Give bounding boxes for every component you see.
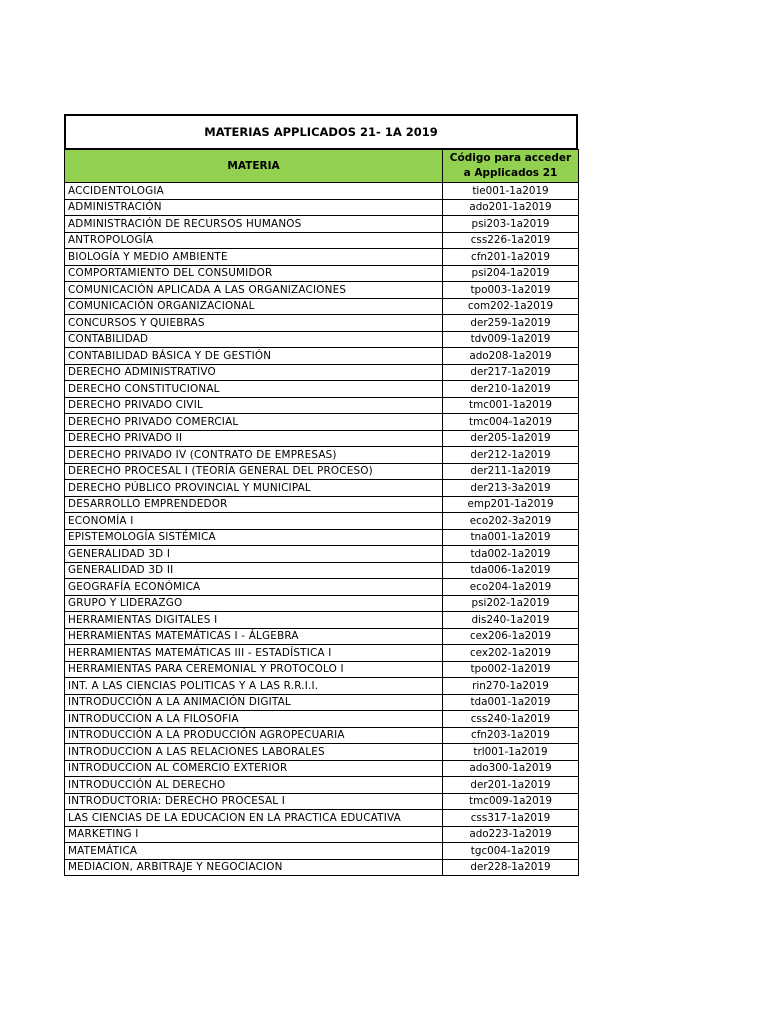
access-code-cell: tda001-1a2019: [443, 694, 579, 711]
access-code-cell: tpo002-1a2019: [443, 661, 579, 678]
subject-cell: DERECHO PÚBLICO PROVINCIAL Y MUNICIPAL: [65, 480, 443, 497]
table-row: [65, 216, 579, 233]
subject-cell: INTRODUCCIÓN A LA PRODUCCIÓN AGROPECUARIA: [65, 727, 443, 744]
subject-cell: INTRODUCCION A LA FILOSOFIA: [65, 711, 443, 728]
column-header-code: Código para acceder a Applicados 21: [443, 150, 579, 183]
subject-cell: CONCURSOS Y QUIEBRAS: [65, 315, 443, 332]
access-code-cell: cfn203-1a2019: [443, 727, 579, 744]
table-row: [65, 364, 579, 381]
subject-cell: CONTABILIDAD BÁSICA Y DE GESTIÓN: [65, 348, 443, 365]
subject-cell: HERRAMIENTAS MATEMÁTICAS III - ESTADÍSTICA I: [65, 645, 443, 662]
subject-cell: DERECHO PRIVADO COMERCIAL: [65, 414, 443, 431]
table-row: [65, 661, 579, 678]
access-code-cell: cfn201-1a2019: [443, 249, 579, 266]
table-row: [65, 859, 579, 876]
access-code-cell: ado208-1a2019: [443, 348, 579, 365]
access-code-cell: der211-1a2019: [443, 463, 579, 480]
table-row: [65, 727, 579, 744]
access-code-cell: ado300-1a2019: [443, 760, 579, 777]
sheet-title: MATERIAS APPLICADOS 21- 1A 2019: [64, 114, 578, 149]
subject-cell: GENERALIDAD 3D I: [65, 546, 443, 563]
table-row: [65, 744, 579, 761]
subject-cell: EPISTEMOLOGÍA SISTÉMICA: [65, 529, 443, 546]
access-code-cell: css226-1a2019: [443, 232, 579, 249]
access-code-cell: der259-1a2019: [443, 315, 579, 332]
subject-cell: COMUNICACIÓN ORGANIZACIONAL: [65, 298, 443, 315]
access-code-cell: tmc004-1a2019: [443, 414, 579, 431]
table-row: [65, 183, 579, 200]
table-body: [65, 183, 579, 876]
table-row: [65, 793, 579, 810]
table-row: [65, 529, 579, 546]
subject-cell: ECONOMÍA I: [65, 513, 443, 530]
subject-cell: CONTABILIDAD: [65, 331, 443, 348]
access-code-cell: tna001-1a2019: [443, 529, 579, 546]
access-code-cell: der212-1a2019: [443, 447, 579, 464]
table-row: [65, 331, 579, 348]
subject-cell: MARKETING I: [65, 826, 443, 843]
subject-cell: GRUPO Y LIDERAZGO: [65, 595, 443, 612]
access-code-cell: der217-1a2019: [443, 364, 579, 381]
column-header-subject: MATERIA: [65, 150, 443, 183]
subject-cell: DERECHO PRIVADO II: [65, 430, 443, 447]
access-code-cell: eco202-3a2019: [443, 513, 579, 530]
access-code-cell: der205-1a2019: [443, 430, 579, 447]
subject-cell: MEDIACION, ARBITRAJE Y NEGOCIACION: [65, 859, 443, 876]
access-code-cell: tdv009-1a2019: [443, 331, 579, 348]
table-row: [65, 414, 579, 431]
subject-cell: ADMINISTRACIÓN DE RECURSOS HUMANOS: [65, 216, 443, 233]
access-code-cell: tie001-1a2019: [443, 183, 579, 200]
table-row: [65, 579, 579, 596]
subject-cell: HERRAMIENTAS DIGITALES I: [65, 612, 443, 629]
table-row: [65, 826, 579, 843]
subject-cell: GEOGRAFÍA ECONÓMICA: [65, 579, 443, 596]
access-code-cell: emp201-1a2019: [443, 496, 579, 513]
access-code-cell: psi204-1a2019: [443, 265, 579, 282]
access-code-cell: com202-1a2019: [443, 298, 579, 315]
access-code-cell: tmc009-1a2019: [443, 793, 579, 810]
table-row: [65, 513, 579, 530]
table-row: [65, 265, 579, 282]
table-row: [65, 595, 579, 612]
access-code-cell: tda006-1a2019: [443, 562, 579, 579]
access-code-cell: tmc001-1a2019: [443, 397, 579, 414]
table-row: [65, 711, 579, 728]
access-code-cell: cex206-1a2019: [443, 628, 579, 645]
table-row: [65, 282, 579, 299]
table-row: [65, 496, 579, 513]
access-code-cell: psi202-1a2019: [443, 595, 579, 612]
subject-cell: ACCIDENTOLOGIA: [65, 183, 443, 200]
access-code-cell: der210-1a2019: [443, 381, 579, 398]
subject-cell: DERECHO PRIVADO IV (CONTRATO DE EMPRESAS): [65, 447, 443, 464]
subject-cell: GENERALIDAD 3D II: [65, 562, 443, 579]
access-code-cell: cex202-1a2019: [443, 645, 579, 662]
table-row: [65, 381, 579, 398]
access-code-cell: der213-3a2019: [443, 480, 579, 497]
subjects-sheet: [64, 114, 578, 876]
table-row: [65, 562, 579, 579]
table-row: [65, 397, 579, 414]
table-row: [65, 546, 579, 563]
table-row: [65, 760, 579, 777]
access-code-cell: ado223-1a2019: [443, 826, 579, 843]
subject-cell: COMPORTAMIENTO DEL CONSUMIDOR: [65, 265, 443, 282]
table-row: [65, 694, 579, 711]
subject-cell: INTRODUCCIÓN A LA ANIMACIÓN DIGITAL: [65, 694, 443, 711]
access-code-cell: der228-1a2019: [443, 859, 579, 876]
access-code-cell: eco204-1a2019: [443, 579, 579, 596]
table-row: [65, 232, 579, 249]
access-code-cell: tpo003-1a2019: [443, 282, 579, 299]
access-code-cell: dis240-1a2019: [443, 612, 579, 629]
table-row: [65, 430, 579, 447]
subject-cell: INTRODUCTORIA: DERECHO PROCESAL I: [65, 793, 443, 810]
subject-cell: BIOLOGÍA Y MEDIO AMBIENTE: [65, 249, 443, 266]
table-row: [65, 645, 579, 662]
access-code-cell: rin270-1a2019: [443, 678, 579, 695]
subject-cell: HERRAMIENTAS MATEMÁTICAS I - ÁLGEBRA: [65, 628, 443, 645]
subject-cell: LAS CIENCIAS DE LA EDUCACION EN LA PRACTICA EDUCATIVA: [65, 810, 443, 827]
table-row: [65, 678, 579, 695]
access-code-cell: trl001-1a2019: [443, 744, 579, 761]
subject-cell: INTRODUCCION AL COMERCIO EXTERIOR: [65, 760, 443, 777]
table-row: [65, 348, 579, 365]
subject-cell: DERECHO PRIVADO CIVIL: [65, 397, 443, 414]
subject-cell: INTRODUCCION A LAS RELACIONES LABORALES: [65, 744, 443, 761]
subject-cell: ADMINISTRACIÓN: [65, 199, 443, 216]
table-header-row: [65, 150, 579, 183]
table-row: [65, 480, 579, 497]
subject-cell: INTRODUCCIÓN AL DERECHO: [65, 777, 443, 794]
table-row: [65, 298, 579, 315]
subject-cell: INT. A LAS CIENCIAS POLITICAS Y A LAS R.R.I.I.: [65, 678, 443, 695]
table-row: [65, 315, 579, 332]
table-row: [65, 447, 579, 464]
subject-cell: HERRAMIENTAS PARA CEREMONIAL Y PROTOCOLO I: [65, 661, 443, 678]
table-row: [65, 843, 579, 860]
table-row: [65, 810, 579, 827]
table-row: [65, 199, 579, 216]
subject-cell: DERECHO ADMINISTRATIVO: [65, 364, 443, 381]
subject-cell: DESARROLLO EMPRENDEDOR: [65, 496, 443, 513]
access-code-cell: der201-1a2019: [443, 777, 579, 794]
subject-cell: DERECHO CONSTITUCIONAL: [65, 381, 443, 398]
access-code-cell: tda002-1a2019: [443, 546, 579, 563]
table-row: [65, 463, 579, 480]
table-row: [65, 612, 579, 629]
access-code-cell: css240-1a2019: [443, 711, 579, 728]
access-code-cell: ado201-1a2019: [443, 199, 579, 216]
table-row: [65, 249, 579, 266]
access-code-cell: psi203-1a2019: [443, 216, 579, 233]
subject-cell: ANTROPOLOGÍA: [65, 232, 443, 249]
subject-cell: COMUNICACIÓN APLICADA A LAS ORGANIZACIONES: [65, 282, 443, 299]
table-row: [65, 777, 579, 794]
subject-cell: DERECHO PROCESAL I (TEORÍA GENERAL DEL PROCESO): [65, 463, 443, 480]
access-code-cell: css317-1a2019: [443, 810, 579, 827]
subject-cell: MATEMÁTICA: [65, 843, 443, 860]
subjects-table: [64, 149, 579, 876]
table-row: [65, 628, 579, 645]
access-code-cell: tgc004-1a2019: [443, 843, 579, 860]
